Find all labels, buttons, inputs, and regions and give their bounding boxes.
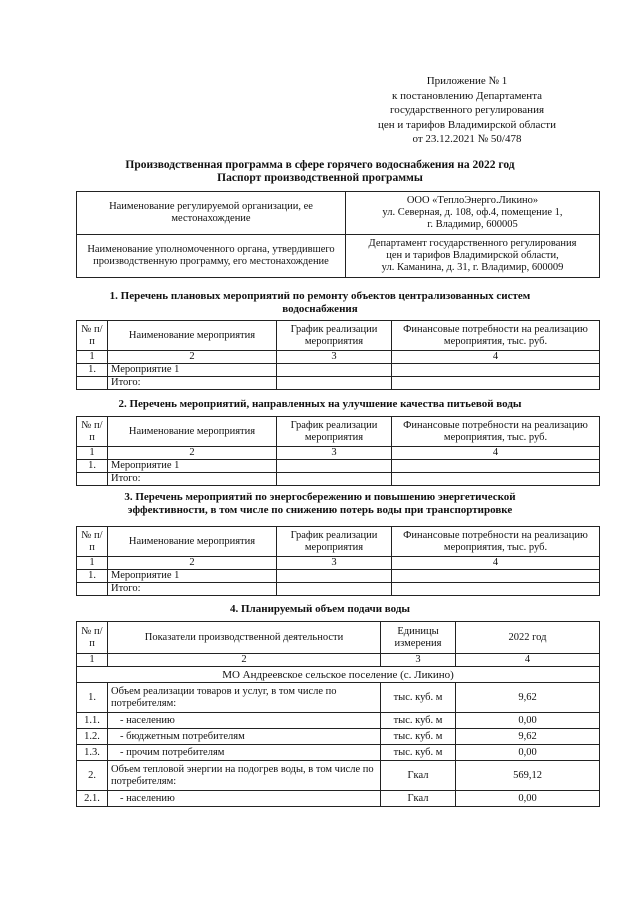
passport-table	[76, 191, 600, 278]
section-2-title: 2. Перечень мероприятий, направленных на улучшение качества питьевой воды	[118, 398, 522, 410]
table-row	[77, 745, 600, 761]
row-name: Мероприятие 1	[108, 460, 277, 473]
empty-cell	[392, 473, 600, 486]
row-unit: тыс. куб. м	[381, 713, 456, 729]
appendix-line: Приложение № 1	[426, 75, 508, 87]
row-value: 0,00	[456, 745, 600, 761]
section-1-title: 1. Перечень плановых мероприятий по ремонту объектов централизованных систем водоснабжения	[109, 290, 531, 315]
table-row	[77, 622, 600, 654]
table-row	[77, 321, 600, 351]
row-num: 2.	[77, 761, 108, 791]
section-3-title: 3. Перечень мероприятий по энергосбережению и повышению энергетической эффективности, в том числе по снижению потерь воды при транспортировке	[124, 491, 516, 516]
header-num: № п/п	[77, 622, 108, 654]
header-num: № п/п	[77, 527, 108, 557]
index-cell: 3	[277, 351, 392, 364]
row-num: 1.1.	[77, 713, 108, 729]
index-cell: 4	[392, 447, 600, 460]
table-row	[77, 417, 600, 447]
header-name: Наименование мероприятия	[108, 417, 277, 447]
passport-value-line: ул. Северная, д. 108, оф.4, помещение 1,	[382, 207, 563, 218]
table-row	[77, 460, 600, 473]
row-unit: тыс. куб. м	[381, 729, 456, 745]
table-row	[77, 192, 600, 235]
table-row	[77, 557, 600, 570]
header-schedule: График реализации мероприятия	[277, 321, 392, 351]
row-name: - населению	[108, 713, 381, 729]
index-cell: 4	[392, 557, 600, 570]
passport-value-line: цен и тарифов Владимирской области,	[386, 250, 559, 261]
empty-cell	[392, 583, 600, 596]
table-row	[77, 583, 600, 596]
index-cell: 3	[381, 654, 456, 667]
empty-cell	[277, 364, 392, 377]
row-num: 1.	[77, 570, 108, 583]
row-name: Объем реализации товаров и услуг, в том числе по потребителям:	[108, 683, 381, 713]
document-title: Производственная программа в сфере горячего водоснабжения на 2022 год	[125, 159, 515, 171]
table-row	[77, 683, 600, 713]
table-row	[77, 667, 600, 683]
empty-cell	[77, 583, 108, 596]
index-cell: 3	[277, 557, 392, 570]
table-row	[77, 713, 600, 729]
table-row	[77, 235, 600, 278]
row-num: 1.2.	[77, 729, 108, 745]
empty-cell	[77, 473, 108, 486]
header-finance: Финансовые потребности на реализацию мероприятия, тыс. руб.	[392, 321, 600, 351]
section-4-table	[76, 621, 600, 807]
row-num: 1.	[77, 364, 108, 377]
row-name: Мероприятие 1	[108, 364, 277, 377]
index-cell: 4	[392, 351, 600, 364]
index-cell: 1	[77, 351, 108, 364]
passport-value-line: ООО «ТеплоЭнерго.Ликино»	[406, 195, 539, 206]
index-cell: 2	[108, 447, 277, 460]
empty-cell	[392, 364, 600, 377]
header-num: № п/п	[77, 417, 108, 447]
appendix-block	[352, 74, 582, 147]
row-unit: Гкал	[381, 761, 456, 791]
row-name: - прочим потребителям	[108, 745, 381, 761]
section-2-table	[76, 416, 600, 486]
index-cell: 2	[108, 557, 277, 570]
row-name: Мероприятие 1	[108, 570, 277, 583]
section-1-table	[76, 320, 600, 390]
empty-cell	[277, 570, 392, 583]
index-cell: 2	[108, 654, 381, 667]
table-row	[77, 351, 600, 364]
header-finance: Финансовые потребности на реализацию мероприятия, тыс. руб.	[392, 527, 600, 557]
appendix-line: к постановлению Департамента	[391, 89, 543, 102]
index-cell: 1	[77, 557, 108, 570]
header-name: Наименование мероприятия	[108, 321, 277, 351]
header-schedule: График реализации мероприятия	[277, 417, 392, 447]
table-row	[77, 791, 600, 807]
empty-cell	[277, 460, 392, 473]
header-year: 2022 год	[456, 622, 600, 654]
section-3-table	[76, 526, 600, 596]
row-value: 569,12	[456, 761, 600, 791]
passport-label: Наименование уполномоченного органа, утвердившего производственную программу, его местонахождение	[77, 235, 346, 278]
region-row: МО Андреевское сельское поселение (с. Ликино)	[77, 667, 600, 683]
total-label: Итого:	[108, 377, 277, 390]
header-finance: Финансовые потребности на реализацию мероприятия, тыс. руб.	[392, 417, 600, 447]
row-num: 1.	[77, 460, 108, 473]
row-num: 1.3.	[77, 745, 108, 761]
header-num: № п/п	[77, 321, 108, 351]
table-row	[77, 654, 600, 667]
header-schedule: График реализации мероприятия	[277, 527, 392, 557]
empty-cell	[277, 377, 392, 390]
passport-label: Наименование регулируемой организации, ее местонахождение	[77, 192, 346, 235]
table-row	[77, 364, 600, 377]
empty-cell	[392, 460, 600, 473]
passport-value	[346, 235, 600, 278]
total-label: Итого:	[108, 473, 277, 486]
table-row	[77, 570, 600, 583]
row-unit: тыс. куб. м	[381, 683, 456, 713]
index-cell: 4	[456, 654, 600, 667]
passport-value-line: г. Владимир, 600005	[427, 219, 518, 230]
passport-value	[346, 192, 600, 235]
row-num: 2.1.	[77, 791, 108, 807]
index-cell: 3	[277, 447, 392, 460]
row-num: 1.	[77, 683, 108, 713]
header-unit: Единицы измерения	[381, 622, 456, 654]
index-cell: 1	[77, 447, 108, 460]
table-row	[77, 761, 600, 791]
row-name: - населению	[108, 791, 381, 807]
row-value: 0,00	[456, 791, 600, 807]
row-value: 9,62	[456, 683, 600, 713]
section-4-title: 4. Планируемый объем подачи воды	[230, 603, 410, 615]
header-indicator: Показатели производственной деятельности	[108, 622, 381, 654]
table-row	[77, 447, 600, 460]
index-cell: 1	[77, 654, 108, 667]
table-row	[77, 377, 600, 390]
total-label: Итого:	[108, 583, 277, 596]
appendix-line: от 23.12.2021 № 50/478	[412, 133, 522, 145]
table-row	[77, 473, 600, 486]
empty-cell	[392, 570, 600, 583]
table-row	[77, 527, 600, 557]
empty-cell	[392, 377, 600, 390]
row-value: 0,00	[456, 713, 600, 729]
index-cell: 2	[108, 351, 277, 364]
empty-cell	[277, 583, 392, 596]
row-name: Объем тепловой энергии на подогрев воды, в том числе по потребителям:	[108, 761, 381, 791]
row-unit: тыс. куб. м	[381, 745, 456, 761]
passport-value-line: ул. Каманина, д. 31, г. Владимир, 600009	[381, 262, 564, 273]
table-row	[77, 729, 600, 745]
row-value: 9,62	[456, 729, 600, 745]
row-unit: Гкал	[381, 791, 456, 807]
empty-cell	[277, 473, 392, 486]
row-name: - бюджетным потребителям	[108, 729, 381, 745]
appendix-line: государственного регулирования	[389, 104, 545, 116]
empty-cell	[77, 377, 108, 390]
passport-value-line: Департамент государственного регулирования	[368, 238, 577, 249]
header-name: Наименование мероприятия	[108, 527, 277, 557]
document-subtitle: Паспорт производственной программы	[217, 172, 423, 184]
appendix-line: цен и тарифов Владимирской области	[378, 118, 556, 131]
